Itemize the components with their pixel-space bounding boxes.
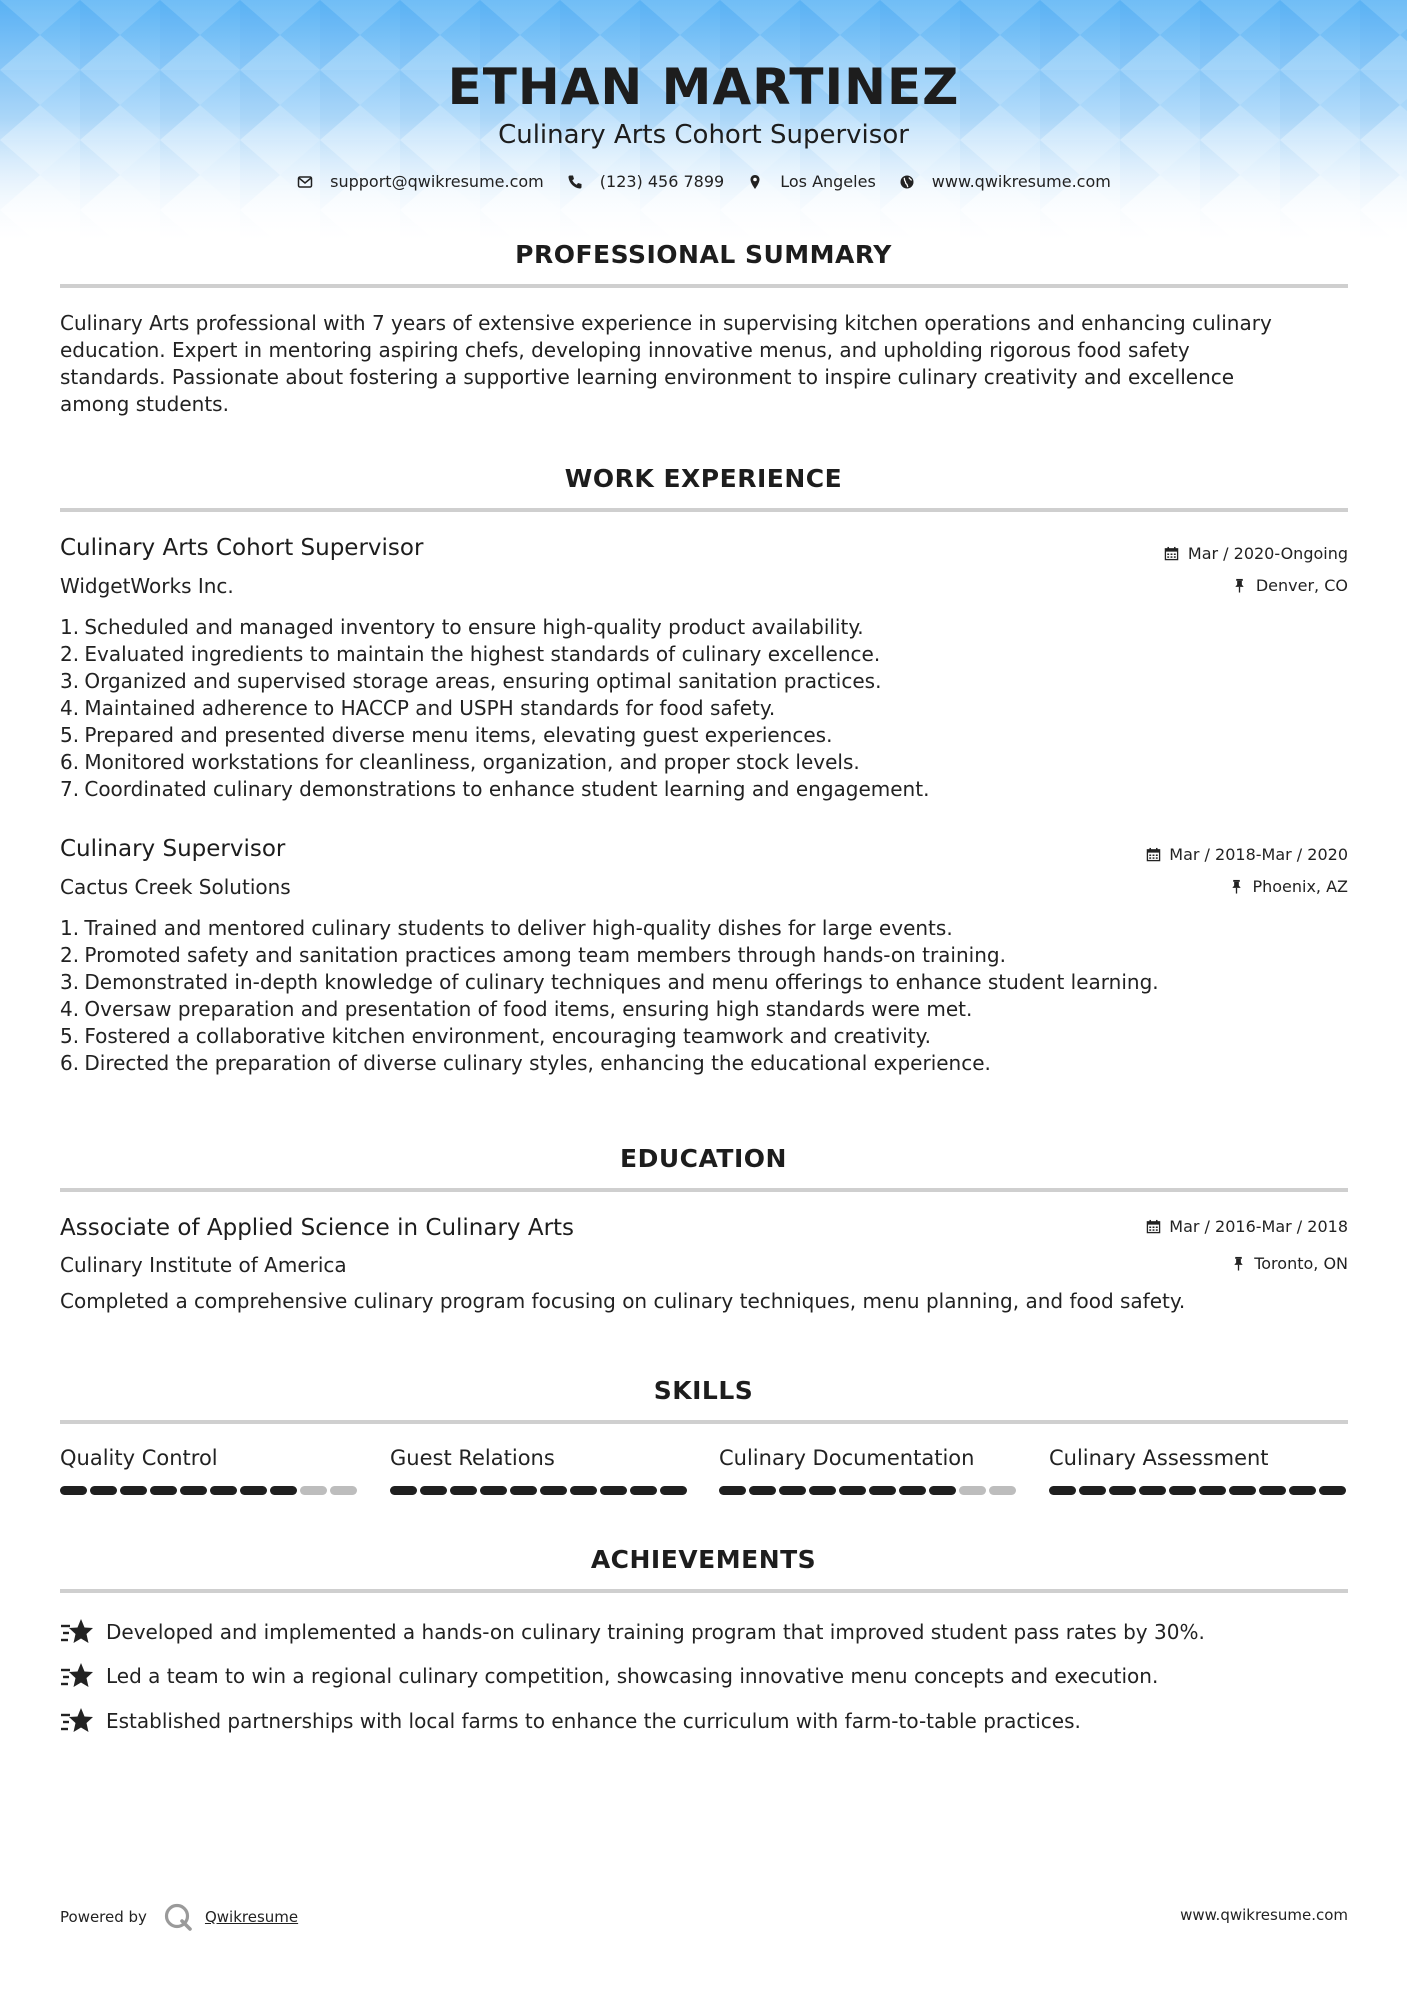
skill-name: Quality Control	[60, 1446, 218, 1470]
skill-segment-filled	[660, 1486, 687, 1495]
achievement-text: Developed and implemented a hands-on culinary training program that improved student pass rates by 30%.	[106, 1620, 1205, 1644]
achievements-heading: ACHIEVEMENTS	[590, 1545, 817, 1574]
job-location-text: Phoenix, AZ	[1252, 877, 1348, 896]
skill-segment-filled	[540, 1486, 567, 1495]
list-item: 1. Trained and mentored culinary students to deliver high-quality dishes for large events.	[60, 916, 953, 940]
list-item: 1. Scheduled and managed inventory to ensure high-quality product availability.	[60, 615, 864, 639]
job-location	[1228, 877, 1348, 896]
skill-segment-empty	[959, 1486, 986, 1495]
skill-segment-filled	[60, 1486, 87, 1495]
contact-email[interactable]	[296, 172, 544, 191]
skill-segment-filled	[929, 1486, 956, 1495]
education-description: Completed a comprehensive culinary program focusing on culinary techniques, menu planning, and food safety.	[60, 1289, 1186, 1313]
skill-segment-filled	[90, 1486, 117, 1495]
footer-powered-by	[60, 1902, 298, 1932]
candidate-role: Culinary Arts Cohort Supervisor	[498, 120, 909, 150]
skill-item	[390, 1446, 690, 1495]
skill-segment-filled	[1139, 1486, 1166, 1495]
section-divider	[60, 284, 1348, 288]
section-divider	[60, 1188, 1348, 1192]
skill-segment-filled	[1079, 1486, 1106, 1495]
skill-item	[719, 1446, 1019, 1495]
list-item: 2. Promoted safety and sanitation practices among team members through hands-on training.	[60, 943, 1006, 967]
skill-segment-filled	[390, 1486, 417, 1495]
job-date	[1145, 845, 1348, 864]
skill-segment-filled	[450, 1486, 477, 1495]
skill-segment-filled	[480, 1486, 507, 1495]
company-name: Cactus Creek Solutions	[60, 875, 291, 899]
skill-name: Culinary Documentation	[719, 1446, 975, 1470]
calendar-icon	[1164, 546, 1180, 562]
globe-icon	[898, 173, 916, 191]
list-item: 5. Fostered a collaborative kitchen environment, encouraging teamwork and creativity.	[60, 1024, 931, 1048]
job-location	[1232, 576, 1348, 595]
skill-name: Culinary Assessment	[1049, 1446, 1269, 1470]
email-text: support@qwikresume.com	[330, 172, 544, 191]
job-date-text: Mar / 2018-Mar / 2020	[1169, 845, 1348, 864]
skill-level-bar	[390, 1486, 690, 1495]
contact-location	[746, 172, 876, 191]
location-text: Los Angeles	[780, 172, 876, 191]
school-name: Culinary Institute of America	[60, 1253, 347, 1277]
skill-segment-filled	[600, 1486, 627, 1495]
education-heading: EDUCATION	[620, 1144, 787, 1173]
skill-segment-filled	[749, 1486, 776, 1495]
skill-segment-filled	[1049, 1486, 1076, 1495]
skill-segment-filled	[630, 1486, 657, 1495]
job-bullets	[60, 614, 1348, 803]
skill-segment-filled	[420, 1486, 447, 1495]
skill-segment-filled	[779, 1486, 806, 1495]
achievement-item	[60, 1661, 1158, 1691]
skill-name: Guest Relations	[390, 1446, 555, 1470]
skill-segment-filled	[899, 1486, 926, 1495]
education-location-text: Toronto, ON	[1254, 1254, 1348, 1273]
skill-item	[60, 1446, 360, 1495]
skill-segment-filled	[1229, 1486, 1256, 1495]
skill-segment-filled	[719, 1486, 746, 1495]
skill-segment-filled	[180, 1486, 207, 1495]
skill-item	[1049, 1446, 1349, 1495]
skill-segment-filled	[1109, 1486, 1136, 1495]
skill-segment-empty	[989, 1486, 1016, 1495]
calendar-icon	[1145, 1219, 1161, 1235]
section-divider	[60, 1589, 1348, 1593]
achievement-item	[60, 1617, 1205, 1647]
candidate-name: ETHAN MARTINEZ	[447, 58, 960, 116]
pushpin-icon	[1232, 578, 1248, 594]
summary-heading: PROFESSIONAL SUMMARY	[515, 240, 892, 269]
envelope-icon	[296, 173, 314, 191]
skill-segment-filled	[570, 1486, 597, 1495]
company-name: WidgetWorks Inc.	[60, 574, 234, 598]
contact-website[interactable]	[898, 172, 1111, 191]
qwikresume-logo-icon	[163, 1902, 193, 1932]
skill-segment-empty	[300, 1486, 327, 1495]
summary-line: among students.	[60, 392, 229, 416]
skill-segment-filled	[1199, 1486, 1226, 1495]
skill-segment-filled	[869, 1486, 896, 1495]
skill-level-bar	[719, 1486, 1019, 1495]
education-date	[1145, 1217, 1348, 1236]
website-text: www.qwikresume.com	[931, 172, 1111, 191]
degree-title: Associate of Applied Science in Culinary Arts	[60, 1215, 575, 1241]
footer-website-link[interactable]: www.qwikresume.com	[1180, 1906, 1348, 1924]
job-date-text: Mar / 2020-Ongoing	[1187, 544, 1348, 563]
list-item: 7. Coordinated culinary demonstrations to enhance student learning and engagement.	[60, 777, 930, 801]
education-date-text: Mar / 2016-Mar / 2018	[1169, 1217, 1348, 1236]
skill-segment-filled	[510, 1486, 537, 1495]
qwikresume-link[interactable]: Qwikresume	[204, 1908, 299, 1926]
list-item: 3. Demonstrated in-depth knowledge of culinary techniques and menu offerings to enhance student learning.	[60, 970, 1159, 994]
list-item: 6. Directed the preparation of diverse culinary styles, enhancing the educational experience.	[60, 1051, 991, 1075]
education-location	[1230, 1254, 1348, 1273]
skill-segment-filled	[150, 1486, 177, 1495]
calendar-icon	[1145, 847, 1161, 863]
skill-level-bar	[60, 1486, 360, 1495]
resume-header	[0, 0, 1407, 240]
job-date	[1164, 544, 1348, 563]
map-marker-icon	[746, 173, 764, 191]
summary-line: Culinary Arts professional with 7 years of extensive experience in supervising kitchen operations and enhancing culinary	[60, 311, 1272, 335]
section-divider	[60, 508, 1348, 512]
skill-segment-filled	[839, 1486, 866, 1495]
achievement-text: Led a team to win a regional culinary competition, showcasing innovative menu concepts and execution.	[106, 1664, 1159, 1688]
list-item: 4. Oversaw preparation and presentation of food items, ensuring high standards were met.	[60, 997, 973, 1021]
summary-text	[60, 310, 1348, 418]
skill-segment-filled	[1289, 1486, 1316, 1495]
skill-segment-filled	[809, 1486, 836, 1495]
phone-icon	[566, 173, 584, 191]
skill-segment-filled	[210, 1486, 237, 1495]
experience-heading: WORK EXPERIENCE	[564, 464, 843, 493]
achievement-text: Established partnerships with local farms to enhance the curriculum with farm-to-table practices.	[106, 1709, 1081, 1733]
skill-segment-filled	[1169, 1486, 1196, 1495]
phone-text: (123) 456 7899	[599, 172, 725, 191]
skill-segment-filled	[120, 1486, 147, 1495]
achievement-item	[60, 1706, 1081, 1736]
list-item: 2. Evaluated ingredients to maintain the highest standards of culinary excellence.	[60, 642, 881, 666]
powered-by-label: Powered by	[60, 1908, 147, 1926]
list-item: 4. Maintained adherence to HACCP and USPH standards for food safety.	[60, 696, 776, 720]
skill-level-bar	[1049, 1486, 1349, 1495]
contact-phone[interactable]	[566, 172, 724, 191]
skill-segment-filled	[270, 1486, 297, 1495]
pushpin-icon	[1228, 879, 1244, 895]
section-divider	[60, 1420, 1348, 1424]
job-title: Culinary Supervisor	[60, 836, 286, 862]
summary-line: standards. Passionate about fostering a supportive learning environment to inspire culinary creativity and excellence	[60, 365, 1235, 389]
star-icon	[60, 1617, 94, 1647]
skill-segment-filled	[1319, 1486, 1346, 1495]
star-icon	[60, 1706, 94, 1736]
list-item: 3. Organized and supervised storage areas, ensuring optimal sanitation practices.	[60, 669, 882, 693]
list-item: 6. Monitored workstations for cleanliness, organization, and proper stock levels.	[60, 750, 860, 774]
skill-segment-filled	[1259, 1486, 1286, 1495]
pushpin-icon	[1230, 1256, 1246, 1272]
skills-heading: SKILLS	[653, 1376, 754, 1405]
star-icon	[60, 1661, 94, 1691]
summary-line: education. Expert in mentoring aspiring chefs, developing innovative menus, and upholding rigorous food safety	[60, 338, 1190, 362]
skill-segment-filled	[240, 1486, 267, 1495]
list-item: 5. Prepared and presented diverse menu items, elevating guest experiences.	[60, 723, 833, 747]
job-location-text: Denver, CO	[1255, 576, 1348, 595]
job-title: Culinary Arts Cohort Supervisor	[60, 535, 424, 561]
job-bullets	[60, 915, 1348, 1077]
skill-segment-empty	[330, 1486, 357, 1495]
contact-bar	[0, 172, 1407, 191]
